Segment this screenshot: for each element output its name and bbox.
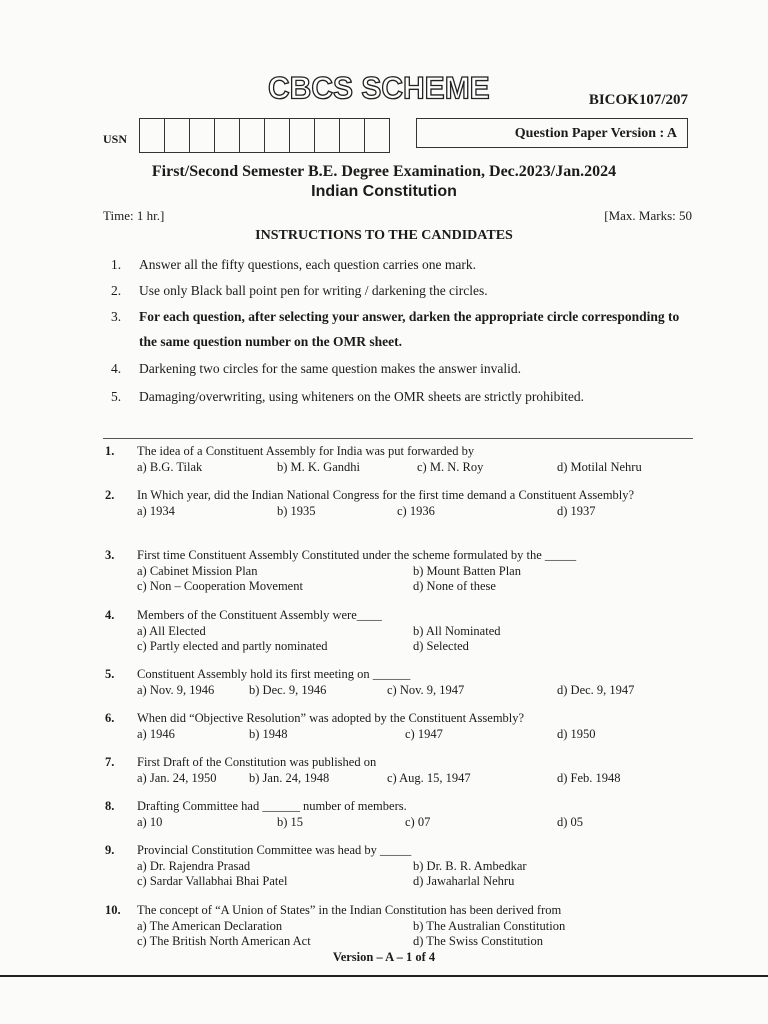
instruction-number: 3. — [111, 309, 122, 324]
option-a: a) 1946 — [137, 726, 175, 741]
instructions-heading: INSTRUCTIONS TO THE CANDIDATES — [255, 228, 513, 243]
instruction-item — [103, 356, 693, 381]
subject-title: Indian Constitution — [311, 183, 457, 200]
question-2 — [103, 488, 693, 519]
usn-box — [164, 118, 190, 153]
question-5 — [103, 667, 693, 698]
option-a: a) Jan. 24, 1950 — [137, 770, 217, 785]
usn-box — [314, 118, 340, 153]
usn-box — [239, 118, 265, 153]
instruction-item — [103, 278, 693, 303]
question-number: 2. — [105, 488, 115, 502]
instruction-item — [103, 384, 693, 409]
question-text: Members of the Constituent Assembly were____ — [137, 608, 382, 622]
instruction-text: For each question, after selecting your answer, darken the appropriate circle corresponding to the same question number on the OMR sheet. — [139, 309, 680, 349]
usn-box — [339, 118, 365, 153]
question-number: 10. — [105, 903, 121, 917]
option-c: c) M. N. Roy — [417, 459, 484, 474]
option-b: b) Mount Batten Plan — [413, 563, 521, 578]
question-number: 1. — [105, 444, 115, 458]
option-c: c) 1947 — [405, 726, 443, 741]
question-6 — [103, 711, 693, 742]
question-number: 7. — [105, 755, 115, 769]
question-10 — [103, 903, 693, 950]
question-number: 8. — [105, 799, 115, 813]
usn-label: USN — [103, 132, 128, 146]
instruction-item — [103, 252, 693, 277]
question-text: Constituent Assembly hold its first meeting on ______ — [137, 667, 411, 681]
usn-box — [264, 118, 290, 153]
max-marks: [Max. Marks: 50 — [604, 208, 692, 223]
option-d: d) Jawaharlal Nehru — [413, 874, 515, 888]
option-c: c) Non – Cooperation Movement — [137, 579, 303, 593]
scheme-logo: CBCS SCHEME — [268, 71, 490, 106]
question-text: The concept of “A Union of States” in the Indian Constitution has been derived from — [137, 903, 562, 917]
option-d: d) None of these — [413, 579, 496, 593]
instruction-number: 4. — [111, 361, 122, 376]
option-d: d) Dec. 9, 1947 — [557, 682, 635, 697]
question-number: 4. — [105, 608, 115, 622]
option-d: d) 1937 — [557, 503, 596, 518]
option-b: b) Dec. 9, 1946 — [249, 682, 327, 697]
option-c: c) The British North American Act — [137, 934, 311, 948]
option-a: a) 1934 — [137, 503, 175, 518]
option-b: b) Jan. 24, 1948 — [249, 770, 330, 785]
option-d: d) The Swiss Constitution — [413, 934, 543, 948]
option-d: d) Motilal Nehru — [557, 459, 642, 474]
option-a: a) B.G. Tilak — [137, 459, 203, 474]
option-d: d) 1950 — [557, 726, 596, 741]
question-1 — [103, 444, 693, 475]
question-7 — [103, 755, 693, 786]
question-text: The idea of a Constituent Assembly for India was put forwarded by — [137, 444, 475, 458]
question-3 — [103, 548, 693, 595]
option-d: d) Selected — [413, 639, 469, 653]
option-a: a) Cabinet Mission Plan — [137, 563, 258, 578]
question-number: 6. — [105, 711, 115, 725]
option-b: b) The Australian Constitution — [413, 918, 566, 933]
question-8 — [103, 799, 693, 830]
option-c: c) Aug. 15, 1947 — [387, 770, 471, 785]
question-text: Provincial Constitution Committee was head by _____ — [137, 843, 412, 857]
option-c: c) Nov. 9, 1947 — [387, 682, 465, 697]
option-b: b) 1948 — [249, 726, 288, 741]
usn-box — [139, 118, 165, 153]
question-text: When did “Objective Resolution” was adopted by the Constituent Assembly? — [137, 711, 525, 725]
question-paper-version: Question Paper Version : A — [416, 118, 688, 148]
option-b: b) 1935 — [277, 503, 316, 518]
time-allowed: Time: 1 hr.] — [103, 208, 165, 223]
option-c: c) 1936 — [397, 503, 435, 518]
question-number: 5. — [105, 667, 115, 681]
instructions-divider — [103, 438, 693, 439]
option-d: d) 05 — [557, 814, 584, 829]
page-footer: Version – A – 1 of 4 — [332, 950, 436, 964]
option-b: b) 15 — [277, 814, 304, 829]
instruction-number: 2. — [111, 283, 122, 298]
option-b: b) M. K. Gandhi — [277, 459, 360, 474]
option-a: a) Nov. 9, 1946 — [137, 682, 215, 697]
question-number: 9. — [105, 843, 115, 857]
question-text: First Draft of the Constitution was published on — [137, 755, 377, 769]
option-b: b) All Nominated — [413, 623, 501, 638]
option-c: c) Partly elected and partly nominated — [137, 639, 328, 653]
option-c: c) 07 — [405, 814, 431, 829]
exam-title: First/Second Semester B.E. Degree Examination, Dec.2023/Jan.2024 — [151, 163, 617, 180]
question-text: First time Constituent Assembly Constituted under the scheme formulated by the _____ — [137, 548, 577, 562]
instruction-text: Answer all the fifty questions, each question carries one mark. — [139, 257, 477, 272]
page-bottom-rule — [0, 975, 768, 977]
option-d: d) Feb. 1948 — [557, 770, 621, 785]
usn-boxes — [140, 118, 390, 153]
question-text: Drafting Committee had ______ number of members. — [137, 799, 407, 813]
option-a: a) 10 — [137, 814, 163, 829]
usn-box — [189, 118, 215, 153]
paper-code: BICOK107/207 — [588, 92, 688, 108]
option-c: c) Sardar Vallabhai Bhai Patel — [137, 874, 288, 888]
usn-box — [364, 118, 390, 153]
instruction-item — [103, 304, 693, 354]
option-a: a) All Elected — [137, 623, 206, 638]
instruction-number: 5. — [111, 389, 122, 404]
instruction-number: 1. — [111, 257, 122, 272]
option-a: a) The American Declaration — [137, 918, 283, 933]
instruction-text: Darkening two circles for the same question makes the answer invalid. — [139, 361, 522, 376]
question-9 — [103, 843, 693, 890]
option-b: b) Dr. B. R. Ambedkar — [413, 858, 527, 873]
usn-box — [214, 118, 240, 153]
option-a: a) Dr. Rajendra Prasad — [137, 858, 251, 873]
question-4 — [103, 608, 693, 655]
usn-box — [289, 118, 315, 153]
instruction-text: Damaging/overwriting, using whiteners on the OMR sheets are strictly prohibited. — [139, 389, 585, 404]
question-number: 3. — [105, 548, 115, 562]
instruction-text: Use only Black ball point pen for writing / darkening the circles. — [139, 283, 488, 298]
question-text: In Which year, did the Indian National Congress for the first time demand a Constituent Assembly? — [137, 488, 635, 502]
